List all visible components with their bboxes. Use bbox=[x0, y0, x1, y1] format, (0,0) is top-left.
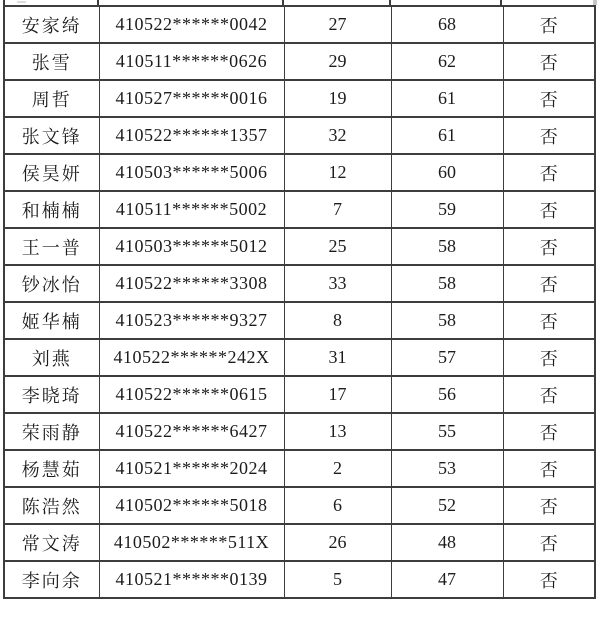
cell-flag: 否 bbox=[503, 413, 595, 450]
cell-id-number: 410521******2024 bbox=[99, 450, 284, 487]
table-row bbox=[4, 43, 595, 80]
table-row bbox=[4, 413, 595, 450]
table-row bbox=[4, 228, 595, 265]
cell-number-2: 52 bbox=[391, 487, 503, 524]
cell-number-2: 47 bbox=[391, 561, 503, 598]
cell-number-2: 58 bbox=[391, 265, 503, 302]
cell-flag: 否 bbox=[503, 117, 595, 154]
cell-name: 周哲 bbox=[4, 80, 99, 117]
cell-name: 安家绮 bbox=[4, 6, 99, 43]
cell-number-1: 33 bbox=[284, 265, 391, 302]
text-remnant bbox=[17, 1, 26, 3]
cell-name: 陈浩然 bbox=[4, 487, 99, 524]
cell-name: 刘燕 bbox=[4, 339, 99, 376]
cell-id-number: 410522******0042 bbox=[99, 6, 284, 43]
cell-number-1: 31 bbox=[284, 339, 391, 376]
cell-number-2: 61 bbox=[391, 80, 503, 117]
cell-flag: 否 bbox=[503, 191, 595, 228]
table-row bbox=[4, 524, 595, 561]
table-row bbox=[4, 154, 595, 191]
cell-flag: 否 bbox=[503, 561, 595, 598]
cell-name: 姬华楠 bbox=[4, 302, 99, 339]
cell-id-number: 410503******5006 bbox=[99, 154, 284, 191]
cell-number-2: 60 bbox=[391, 154, 503, 191]
cell-number-1: 25 bbox=[284, 228, 391, 265]
cell-flag: 否 bbox=[503, 450, 595, 487]
cell-name: 王一普 bbox=[4, 228, 99, 265]
table-row bbox=[4, 302, 595, 339]
cell-number-1: 17 bbox=[284, 376, 391, 413]
cell-flag: 否 bbox=[503, 524, 595, 561]
cell-number-1: 26 bbox=[284, 524, 391, 561]
cell-name: 张文锋 bbox=[4, 117, 99, 154]
cell-flag: 否 bbox=[503, 154, 595, 191]
cell-number-1: 12 bbox=[284, 154, 391, 191]
cell-id-number: 410503******5012 bbox=[99, 228, 284, 265]
cell-flag: 否 bbox=[503, 80, 595, 117]
cell-number-1: 2 bbox=[284, 450, 391, 487]
cell-number-2: 58 bbox=[391, 228, 503, 265]
cell-name: 常文涛 bbox=[4, 524, 99, 561]
cell-name: 张雪 bbox=[4, 43, 99, 80]
roster-table bbox=[3, 5, 596, 599]
cell-number-2: 55 bbox=[391, 413, 503, 450]
cell-number-2: 48 bbox=[391, 524, 503, 561]
cell-name: 侯昊妍 bbox=[4, 154, 99, 191]
cell-number-2: 56 bbox=[391, 376, 503, 413]
cell-name: 杨慧茹 bbox=[4, 450, 99, 487]
cell-number-2: 61 bbox=[391, 117, 503, 154]
cell-number-1: 19 bbox=[284, 80, 391, 117]
table-row bbox=[4, 117, 595, 154]
table-row bbox=[4, 191, 595, 228]
cell-name: 李向余 bbox=[4, 561, 99, 598]
cell-number-2: 57 bbox=[391, 339, 503, 376]
table-row bbox=[4, 6, 595, 43]
cell-name: 和楠楠 bbox=[4, 191, 99, 228]
cell-id-number: 410511******5002 bbox=[99, 191, 284, 228]
cell-flag: 否 bbox=[503, 43, 595, 80]
cell-number-1: 13 bbox=[284, 413, 391, 450]
cell-number-1: 32 bbox=[284, 117, 391, 154]
cell-number-2: 68 bbox=[391, 6, 503, 43]
cell-name: 钞冰怡 bbox=[4, 265, 99, 302]
cell-flag: 否 bbox=[503, 339, 595, 376]
cell-number-2: 58 bbox=[391, 302, 503, 339]
table-row bbox=[4, 487, 595, 524]
cell-number-2: 53 bbox=[391, 450, 503, 487]
cell-id-number: 410511******0626 bbox=[99, 43, 284, 80]
cell-flag: 否 bbox=[503, 302, 595, 339]
cell-flag: 否 bbox=[503, 6, 595, 43]
cell-id-number: 410522******6427 bbox=[99, 413, 284, 450]
table-row bbox=[4, 265, 595, 302]
table-row bbox=[4, 339, 595, 376]
cell-number-1: 8 bbox=[284, 302, 391, 339]
cell-id-number: 410502******5018 bbox=[99, 487, 284, 524]
table-body bbox=[4, 6, 595, 598]
cell-name: 李晓琦 bbox=[4, 376, 99, 413]
cell-id-number: 410523******9327 bbox=[99, 302, 284, 339]
cell-number-1: 29 bbox=[284, 43, 391, 80]
cell-id-number: 410527******0016 bbox=[99, 80, 284, 117]
cell-flag: 否 bbox=[503, 376, 595, 413]
cell-id-number: 410521******0139 bbox=[99, 561, 284, 598]
cell-number-2: 59 bbox=[391, 191, 503, 228]
cell-flag: 否 bbox=[503, 228, 595, 265]
cell-number-1: 5 bbox=[284, 561, 391, 598]
cell-id-number: 410522******3308 bbox=[99, 265, 284, 302]
cell-number-2: 62 bbox=[391, 43, 503, 80]
cell-flag: 否 bbox=[503, 265, 595, 302]
table-row bbox=[4, 80, 595, 117]
table-row bbox=[4, 561, 595, 598]
table-row bbox=[4, 450, 595, 487]
cell-id-number: 410522******242X bbox=[99, 339, 284, 376]
cell-id-number: 410522******1357 bbox=[99, 117, 284, 154]
cell-number-1: 7 bbox=[284, 191, 391, 228]
cell-number-1: 27 bbox=[284, 6, 391, 43]
cell-id-number: 410522******0615 bbox=[99, 376, 284, 413]
cell-name: 荣雨静 bbox=[4, 413, 99, 450]
table-row bbox=[4, 376, 595, 413]
cell-number-1: 6 bbox=[284, 487, 391, 524]
cell-id-number: 410502******511X bbox=[99, 524, 284, 561]
cell-flag: 否 bbox=[503, 487, 595, 524]
